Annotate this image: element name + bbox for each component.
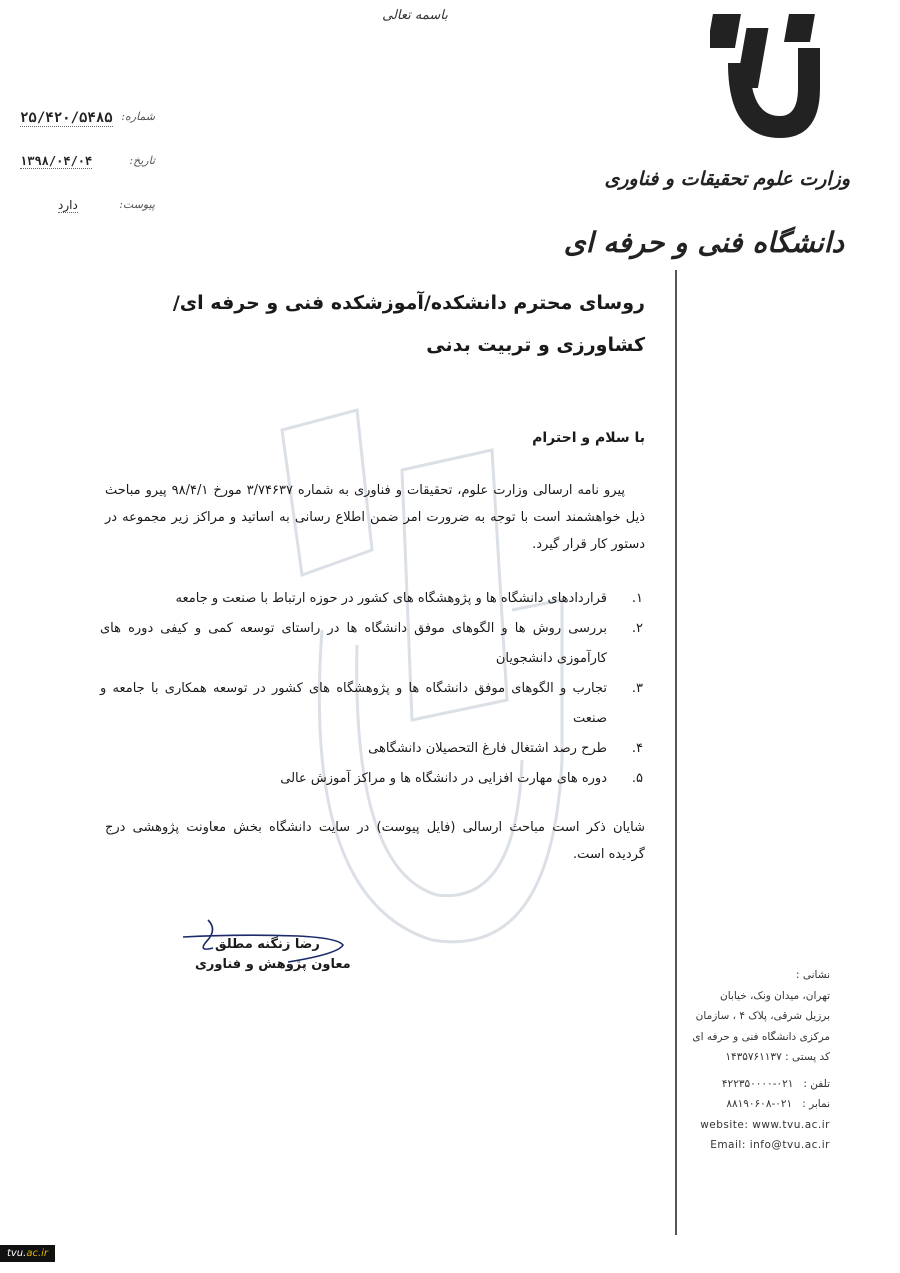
university-name: دانشگاه فنی و حرفه ای — [563, 226, 844, 259]
fax-label: نمابر : — [802, 1098, 830, 1110]
address-block — [630, 965, 830, 1156]
list-item — [100, 674, 645, 734]
list-item-number: ۵. — [631, 771, 643, 786]
list-item-text: قراردادهای دانشگاه ها و پژوهشگاه های کشور در حوزه ارتباط با صنعت و جامعه — [175, 591, 607, 606]
phone-row — [630, 1074, 830, 1095]
list-item — [100, 734, 645, 764]
topics-list — [100, 584, 645, 794]
ministry-name: وزارت علوم تحقیقات و فناوری — [604, 168, 850, 190]
footer-badge — [0, 1245, 55, 1262]
university-logo-icon — [710, 8, 830, 148]
list-item-number: ۱. — [631, 591, 643, 606]
website-text[interactable]: website: www.tvu.ac.ir — [700, 1118, 830, 1131]
basmala-text: باسمه تعالی — [382, 8, 448, 23]
footer-badge-accent: ac.ir — [26, 1248, 49, 1259]
letter-number-value: ۲۵/۴۲۰/۵۴۸۵ — [20, 110, 113, 126]
list-item — [100, 584, 645, 614]
signatory-title: معاون پژوهش و فناوری — [195, 957, 351, 972]
postal-code-value: ۱۴۳۵۷۶۱۱۳۷ — [725, 1051, 782, 1063]
footer-badge-main: tvu. — [6, 1248, 27, 1259]
letter-attachment-value: دارد — [58, 198, 78, 212]
list-item-text: دوره های مهارت افزایی در دانشگاه ها و مراکز آموزش عالی — [280, 771, 607, 786]
phone-value: ۰۲۱-۴۲۲۳۵۰۰۰۰ — [721, 1077, 794, 1090]
list-item-number: ۴. — [631, 741, 643, 756]
phone-label: تلفن : — [803, 1077, 830, 1090]
list-item-number: ۲. — [631, 621, 643, 636]
letter-date-value: ۱۳۹۸/۰۴/۰۴ — [20, 154, 93, 168]
list-item-text: بررسی روش ها و الگوهای موفق دانشگاه ها در راستای توسعه کمی و کیفی دوره های کارآموزی دانشجویان — [100, 621, 607, 666]
letter-number-label: شماره: — [121, 110, 155, 123]
address-label: نشانی : — [795, 969, 830, 981]
fax-value: ۰۲۱-۸۸۱۹۰۶۰۸ — [726, 1098, 793, 1110]
intro-paragraph: پیرو نامه ارسالی وزارت علوم، تحقیقات و فناوری به شماره ۳/۷۴۶۳۷ مورخ ۹۸/۴/۱ پیرو مباحث ذیل خواهشمند است با توجه به ضرورت امر ضمن اطلاع رسانی به اساتید و مراکز زیر مجموعه در دستور کار قرار گیرد. — [105, 483, 645, 552]
letter-attachment-row — [20, 198, 155, 220]
list-item-number: ۳. — [631, 681, 643, 696]
address-line: مرکزی دانشگاه فنی و حرفه ای — [692, 1030, 830, 1043]
letter-date-row — [20, 154, 155, 176]
recipient-heading: روسای محترم دانشکده/آموزشکده فنی و حرفه ای/کشاورزی و تربیت بدنی — [172, 292, 645, 356]
letter-attachment-label: پیوست: — [119, 198, 155, 211]
address-line: تهران، میدان ونک، خیابان — [720, 989, 830, 1002]
postal-code-row — [630, 1047, 830, 1068]
email-text[interactable]: Email: info@tvu.ac.ir — [710, 1139, 830, 1151]
closing-paragraph: شایان ذکر است مباحث ارسالی (فایل پیوست) در سایت دانشگاه بخش معاونت پژوهشی درج گردیده است. — [105, 820, 645, 862]
salutation-text: با سلام و احترام — [532, 430, 645, 446]
postal-code-label: کد پستی : — [785, 1051, 830, 1063]
letter-number-row — [20, 110, 155, 132]
list-item-text: طرح رصد اشتغال فارغ التحصیلان دانشگاهی — [368, 741, 607, 756]
letter-date-label: تاریخ: — [129, 154, 155, 167]
list-item — [100, 614, 645, 674]
address-line: برزیل شرقی، پلاک ۴ ، سازمان — [695, 1010, 830, 1022]
fax-row — [630, 1094, 830, 1115]
signatory-name: رضا زنگنه مطلق — [215, 937, 320, 952]
list-item — [100, 764, 645, 794]
list-item-text: تجارب و الگوهای موفق دانشگاه ها و پژوهشگاه های کشور در توسعه همکاری با جامعه و صنعت — [100, 681, 607, 726]
